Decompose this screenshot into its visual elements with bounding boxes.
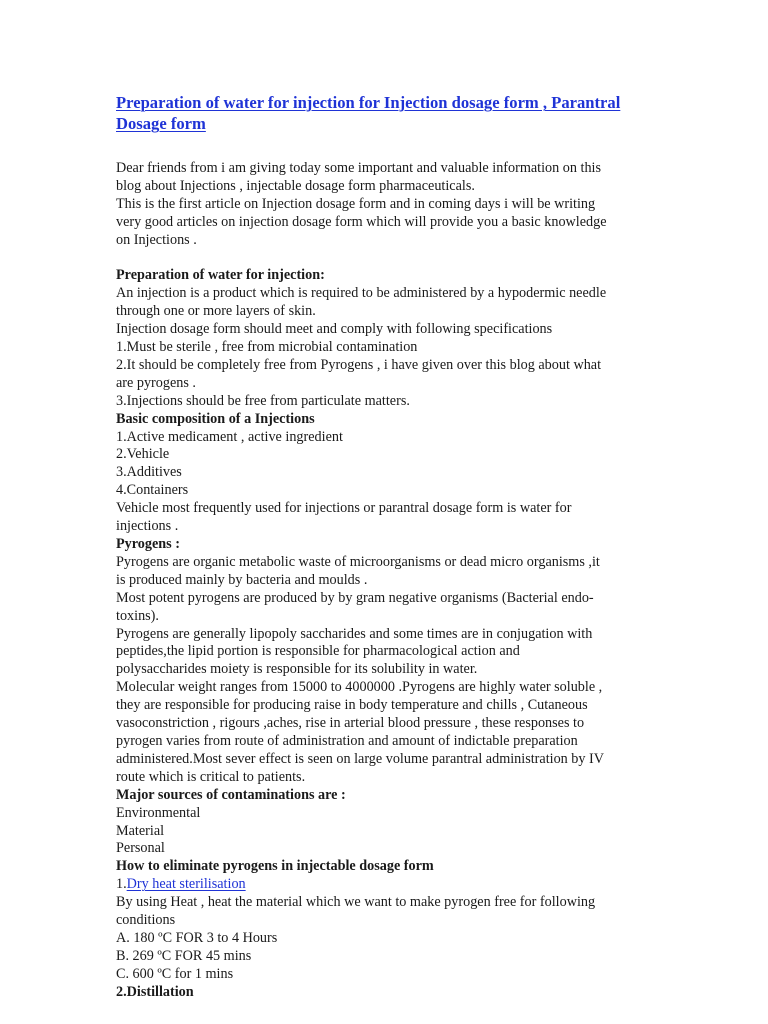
section-composition	[116, 411, 661, 536]
intro-line: Dear friends from i am giving today some important and valuable information on this	[116, 160, 602, 176]
section-heading: Basic composition of a Injections	[116, 410, 315, 427]
body-line: 1.Must be sterile , free from microbial contamination	[116, 339, 418, 356]
body-line: Molecular weight ranges from 15000 to 4000000 .Pyrogens are highly water soluble ,	[116, 679, 603, 696]
article-title-link[interactable]	[116, 92, 661, 134]
section-heading: Major sources of contaminations are :	[116, 786, 346, 803]
body-line: is produced mainly by bacteria and moulds .	[116, 571, 368, 588]
section-heading: Pyrogens :	[116, 536, 180, 553]
body-line: route which is critical to patients.	[116, 768, 306, 785]
body-line: Pyrogens are generally lipopoly saccharides and some times are in conjugation with	[116, 625, 593, 642]
section-eliminate	[116, 858, 661, 1001]
intro-line: blog about Injections , injectable dosage form pharmaceuticals.	[116, 177, 475, 194]
intro-paragraph	[116, 160, 661, 250]
body-line: Personal	[116, 840, 165, 857]
list-number: 1.	[116, 876, 127, 893]
body-line: Most potent pyrogens are produced by by gram negative organisms (Bacterial endo-	[116, 589, 594, 606]
body-line: injections .	[116, 518, 179, 535]
body-line: A. 180 ºC FOR 3 to 4 Hours	[116, 929, 278, 946]
body-line: 2.It should be completely free from Pyrogens , i have given over this blog about what	[116, 356, 602, 373]
body-line: polysaccharides moiety is responsible for its solubility in water.	[116, 661, 478, 678]
dry-heat-sterilisation-link[interactable]: Dry heat sterilisation	[126, 876, 246, 893]
list-item-dry-heat	[116, 876, 661, 894]
body-line: through one or more layers of skin.	[116, 303, 316, 320]
intro-line: very good articles on injection dosage form which will provide you a basic knowledge	[116, 213, 607, 230]
body-line: 4.Containers	[116, 482, 189, 499]
section-heading: How to eliminate pyrogens in injectable dosage form	[116, 858, 434, 875]
body-line: Environmental	[116, 804, 201, 821]
body-line: toxins).	[116, 607, 159, 624]
paragraph-gap	[116, 250, 661, 268]
body-line: vasoconstriction , rigours ,aches, rise in arterial blood pressure , these responses to	[116, 715, 585, 732]
list-item-distillation: 2.Distillation	[116, 983, 194, 1000]
body-line: Injection dosage form should meet and comply with following specifications	[116, 321, 553, 338]
body-line: An injection is a product which is required to be administered by a hypodermic needle	[116, 285, 607, 302]
article	[116, 92, 661, 1002]
body-line: By using Heat , heat the material which we want to make pyrogen free for following	[116, 894, 596, 911]
body-line: are pyrogens .	[116, 374, 196, 391]
body-line: 3.Additives	[116, 464, 182, 481]
body-line: administered.Most sever effect is seen on large volume parantral administration by IV	[116, 750, 605, 767]
body-line: B. 269 ºC FOR 45 mins	[116, 947, 252, 964]
section-heading: Preparation of water for injection:	[116, 267, 325, 284]
intro-line: on Injections .	[116, 231, 197, 248]
title-line-2: Dosage form	[116, 114, 206, 133]
body-line: Vehicle most frequently used for injections or parantral dosage form is water for	[116, 500, 572, 517]
section-pyrogens	[116, 536, 661, 787]
title-line-1: Preparation of water for injection for Injection dosage form , Parantral	[116, 93, 621, 112]
body-line: pyrogen varies from route of administration and amount of indictable preparation	[116, 732, 578, 749]
body-line: 1.Active medicament , active ingredient	[116, 428, 343, 445]
body-line: they are responsible for producing raise in body temperature and chills , Cutaneous	[116, 697, 588, 714]
body-line: conditions	[116, 912, 176, 929]
body-line: peptides,the lipid portion is responsible for pharmacological action and	[116, 643, 520, 660]
body-line: C. 600 ºC for 1 mins	[116, 965, 234, 982]
body-line: 2.Vehicle	[116, 446, 170, 463]
section-water	[116, 267, 661, 410]
body-line: Pyrogens are organic metabolic waste of microorganisms or dead micro organisms ,it	[116, 553, 600, 570]
body-line: 3.Injections should be free from particulate matters.	[116, 392, 410, 409]
section-sources	[116, 787, 661, 859]
intro-line: This is the first article on Injection dosage form and in coming days i will be writing	[116, 195, 596, 212]
body-line: Material	[116, 822, 165, 839]
